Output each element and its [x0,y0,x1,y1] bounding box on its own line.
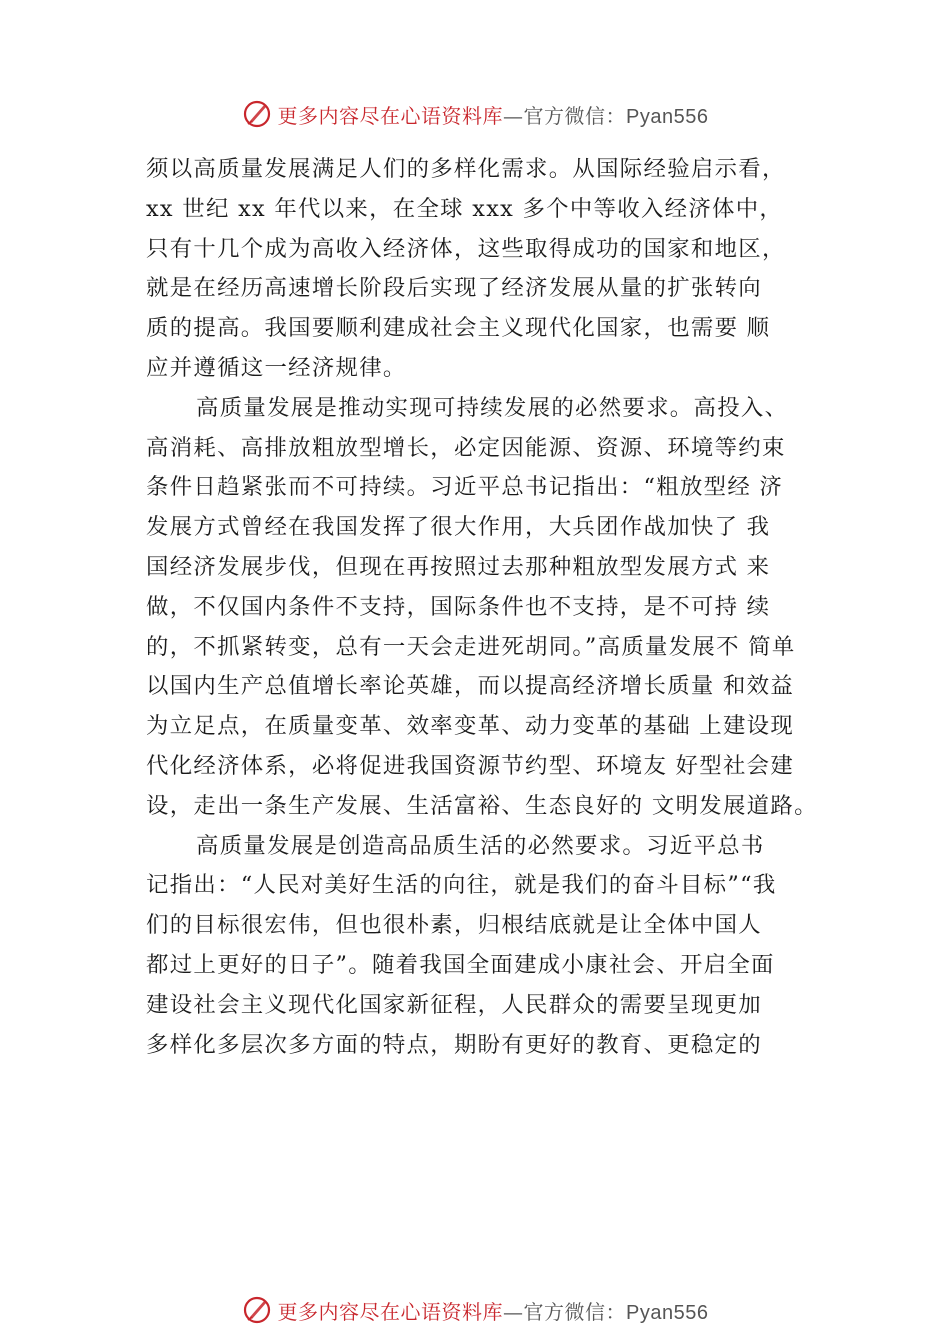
text-line: xx 世纪 xx 年代以来，在全球 xxx 多个中等收入经济体中， [146,195,784,222]
text-line: 设，走出一条生产发展、生活富裕、生态良好的 文明发展道路。 [146,792,818,819]
quill-logo-icon [242,1295,272,1325]
quill-logo-icon [242,99,272,129]
text-line: 只有十几个成为高收入经济体，这些取得成功的国家和地区， [146,235,786,262]
text-line: 的，不抓紧转变，总有一天会走进死胡同。”高质量发展不 简单 [146,633,796,660]
footer-text [278,1296,709,1325]
text-line: 就是在经历高速增长阶段后实现了经济发展从量的扩张转向 [146,275,762,302]
text-line: 高质量发展是推动实现可持续发展的必然要求。高投入、 [196,394,789,421]
text-line: 多样化多层次多方面的特点，期盼有更好的教育、更稳定的 [146,1031,762,1058]
header-wechat: 官方微信：Pyan556 [523,105,709,128]
header-banner [0,94,950,134]
paragraph [146,827,846,1066]
text-line: 以国内生产总值增长率论英雄，而以提高经济增长质量 和效益 [146,673,795,700]
text-line: 高消耗、高排放粗放型增长，必定因能源、资源、环境等约束 [146,434,786,461]
paragraph [146,150,846,389]
header-text [278,100,709,129]
footer-wechat: 官方微信：Pyan556 [523,1301,709,1324]
footer-brand: 更多内容尽在心语资料库 [277,1299,504,1324]
header-separator: — [503,103,524,128]
text-line: 发展方式曾经在我国发挥了很大作用，大兵团作战加快了 我 [146,514,771,541]
text-line: 建设社会主义现代化国家新征程，人民群众的需要呈现更加 [146,991,762,1018]
text-line: 质的提高。我国要顺利建成社会主义现代化国家，也需要 顺 [146,315,771,342]
text-line: 国经济发展步伐，但现在再按照过去那种粗放型发展方式 来 [146,553,771,580]
text-line: 都过上更好的日子”。随着我国全面建成小康社会、开启全面 [146,951,775,978]
paragraph [146,389,846,827]
text-line: 们的目标很宏伟，但也很朴素，归根结底就是让全体中国人 [146,912,762,939]
text-line: 为立足点，在质量变革、效率变革、动力变革的基础 上建设现 [146,713,795,740]
footer-separator: — [503,1299,524,1324]
text-line: 代化经济体系，必将促进我国资源节约型、环境友 好型社会建 [146,752,795,779]
text-line: 记指出：“人民对美好生活的向往，就是我们的奋斗目标”“我 [146,872,777,899]
header-brand: 更多内容尽在心语资料库 [277,103,504,128]
text-line: 须以高质量发展满足人们的多样化需求。从国际经验启示看， [146,156,786,182]
footer-banner [0,1290,950,1330]
text-line: 应并遵循这一经济规律。 [146,354,407,381]
text-line: 高质量发展是创造高品质生活的必然要求。习近平总书 [196,832,765,859]
document-body [146,150,846,1065]
text-line: 做，不仅国内条件不支持，国际条件也不支持，是不可持 续 [146,593,771,620]
text-line: 条件日趋紧张而不可持续。习近平总书记指出：“粗放型经 济 [146,474,784,501]
